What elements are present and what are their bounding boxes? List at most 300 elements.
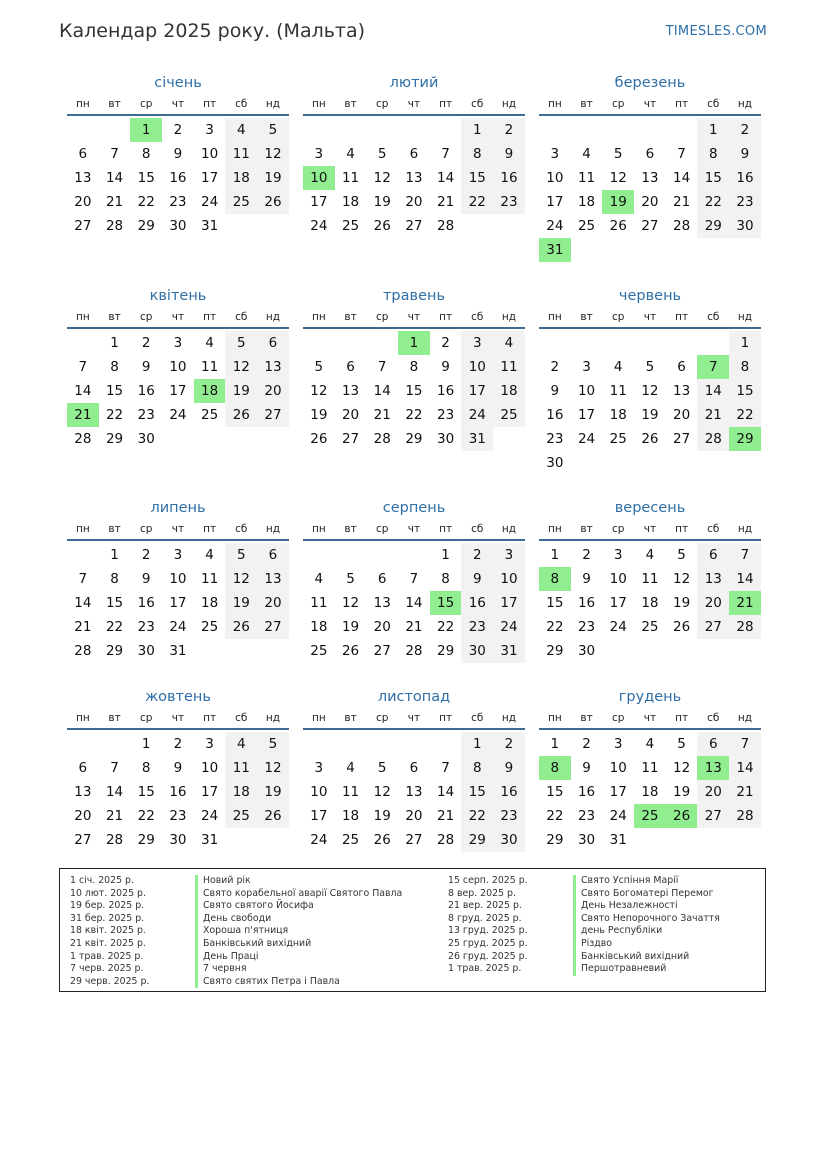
day-cell: 22 xyxy=(461,190,493,214)
day-cell: 26 xyxy=(373,218,391,234)
weekday-label: ср xyxy=(139,523,153,535)
day-cell: 30 xyxy=(169,218,187,234)
empty-cell xyxy=(335,732,367,756)
day-cell: 8 xyxy=(110,571,119,587)
day-cell: 23 xyxy=(169,194,187,210)
day-cell: 14 xyxy=(437,170,455,186)
day-cell: 4 xyxy=(645,547,655,563)
day-cell: 1 xyxy=(461,118,493,142)
day-cell: 11 xyxy=(310,595,328,611)
legend-row xyxy=(70,951,402,964)
empty-cell xyxy=(398,732,430,756)
day-cell: 10 xyxy=(577,383,596,399)
weekday-label: вт xyxy=(344,712,357,724)
legend-row xyxy=(70,976,402,989)
day-cell: 15 xyxy=(105,383,124,399)
day-cell: 7 xyxy=(110,760,119,776)
day-cell: 13 xyxy=(257,355,289,379)
month-2 xyxy=(303,72,525,238)
weekday-label: пн xyxy=(75,98,90,110)
day-cell: 3 xyxy=(205,736,214,752)
day-cell: 20 xyxy=(341,407,360,423)
month-5 xyxy=(303,285,525,451)
day-cell: 23 xyxy=(437,407,455,423)
holiday-day-cell: 1 xyxy=(130,118,162,142)
day-cell: 5 xyxy=(377,760,387,776)
day-cell: 12 xyxy=(673,571,691,587)
day-grid xyxy=(67,118,289,238)
day-cell: 17 xyxy=(169,595,187,611)
legend-holiday-name: День свободи xyxy=(195,913,271,926)
day-cell: 2 xyxy=(582,547,591,563)
day-cell: 29 xyxy=(697,214,729,238)
holiday-day-cell: 26 xyxy=(666,804,698,828)
legend-holiday-name: Свято святих Петра і Павла xyxy=(195,976,340,989)
legend-date: 1 трав. 2025 р. xyxy=(448,963,522,975)
day-cell: 1 xyxy=(550,736,560,752)
day-cell: 12 xyxy=(225,567,257,591)
day-cell: 23 xyxy=(729,190,761,214)
day-cell: 14 xyxy=(729,567,761,591)
day-cell: 19 xyxy=(310,407,328,423)
day-cell: 23 xyxy=(493,804,525,828)
legend-holiday-name: Першотравневий xyxy=(573,963,666,976)
day-cell: 28 xyxy=(673,218,691,234)
day-cell: 27 xyxy=(405,218,423,234)
empty-cell xyxy=(366,118,398,142)
day-cell: 20 xyxy=(74,808,92,824)
day-cell: 22 xyxy=(137,194,155,210)
empty-cell xyxy=(366,543,398,567)
day-cell: 27 xyxy=(697,804,729,828)
day-cell: 19 xyxy=(257,780,289,804)
weekday-label: пт xyxy=(439,98,453,110)
month-9 xyxy=(539,497,761,663)
month-name: березень xyxy=(614,75,686,91)
legend-holiday-name: День Незалежності xyxy=(573,900,678,913)
day-cell: 21 xyxy=(74,619,92,635)
day-grid xyxy=(539,118,761,262)
day-cell: 2 xyxy=(461,543,493,567)
legend-row xyxy=(70,938,402,951)
weekday-label: чт xyxy=(407,98,421,110)
day-cell: 20 xyxy=(697,780,729,804)
day-cell: 20 xyxy=(405,194,423,210)
day-cell: 26 xyxy=(673,619,691,635)
day-cell: 26 xyxy=(373,832,391,848)
day-cell: 18 xyxy=(577,194,596,210)
legend-date: 7 черв. 2025 р. xyxy=(70,963,144,975)
day-cell: 16 xyxy=(137,595,155,611)
day-cell: 30 xyxy=(729,214,761,238)
weekday-label: ср xyxy=(611,712,625,724)
day-cell: 8 xyxy=(461,142,493,166)
weekday-label: вт xyxy=(580,523,593,535)
weekday-label: ср xyxy=(611,523,625,535)
weekday-header xyxy=(303,307,525,329)
empty-cell xyxy=(666,118,698,142)
holiday-day-cell: 1 xyxy=(398,331,430,355)
day-cell: 25 xyxy=(201,407,219,423)
day-cell: 10 xyxy=(493,567,525,591)
day-cell: 30 xyxy=(137,431,155,447)
legend-row xyxy=(70,888,402,901)
day-cell: 2 xyxy=(582,736,591,752)
day-cell: 21 xyxy=(697,403,729,427)
empty-cell xyxy=(303,543,335,567)
day-cell: 30 xyxy=(437,431,455,447)
day-cell: 21 xyxy=(373,407,391,423)
day-cell: 28 xyxy=(729,804,761,828)
day-cell: 28 xyxy=(105,218,124,234)
day-cell: 12 xyxy=(225,355,257,379)
weekday-label: пн xyxy=(75,311,90,323)
day-cell: 29 xyxy=(405,431,423,447)
day-cell: 1 xyxy=(141,736,151,752)
weekday-label: пт xyxy=(203,712,217,724)
month-name: липень xyxy=(150,500,206,516)
month-3 xyxy=(539,72,761,262)
day-cell: 24 xyxy=(310,218,328,234)
weekday-label: вт xyxy=(580,712,593,724)
weekday-header xyxy=(539,519,761,541)
day-cell: 9 xyxy=(582,571,591,587)
day-cell: 16 xyxy=(169,784,187,800)
weekday-label: нд xyxy=(501,712,517,724)
empty-cell xyxy=(398,118,430,142)
day-cell: 6 xyxy=(78,760,88,776)
holiday-day-cell: 10 xyxy=(303,166,335,190)
weekday-label: чт xyxy=(171,311,185,323)
day-cell: 16 xyxy=(546,407,564,423)
day-cell: 12 xyxy=(257,756,289,780)
day-cell: 5 xyxy=(225,543,257,567)
weekday-label: сб xyxy=(471,523,484,535)
weekday-label: ср xyxy=(611,311,625,323)
empty-cell xyxy=(67,331,99,355)
day-cell: 9 xyxy=(493,756,525,780)
day-cell: 29 xyxy=(546,643,564,659)
day-cell: 9 xyxy=(173,146,183,162)
day-cell: 29 xyxy=(461,828,493,852)
day-cell: 8 xyxy=(461,756,493,780)
weekday-label: пт xyxy=(203,311,217,323)
day-cell: 3 xyxy=(314,760,324,776)
day-cell: 14 xyxy=(673,170,691,186)
day-cell: 14 xyxy=(373,383,391,399)
day-grid xyxy=(539,331,761,475)
legend-date: 18 квіт. 2025 р. xyxy=(70,925,146,937)
day-cell: 4 xyxy=(346,146,355,162)
empty-cell xyxy=(99,732,131,756)
day-cell: 20 xyxy=(257,591,289,615)
day-cell: 22 xyxy=(437,619,455,635)
day-cell: 25 xyxy=(577,218,596,234)
day-cell: 13 xyxy=(697,567,729,591)
day-cell: 18 xyxy=(341,808,360,824)
holiday-day-cell: 25 xyxy=(634,804,666,828)
weekday-label: вт xyxy=(344,311,357,323)
day-cell: 4 xyxy=(346,760,355,776)
legend-holiday-name: Свято святого Йосифа xyxy=(195,900,314,913)
day-cell: 24 xyxy=(577,431,596,447)
day-cell: 12 xyxy=(373,170,391,186)
month-name: лютий xyxy=(389,75,439,91)
weekday-label: пт xyxy=(203,523,217,535)
day-cell: 17 xyxy=(310,808,328,824)
day-cell: 17 xyxy=(201,170,219,186)
day-cell: 5 xyxy=(346,571,355,587)
day-cell: 23 xyxy=(493,190,525,214)
day-cell: 24 xyxy=(201,808,219,824)
day-cell: 28 xyxy=(373,431,391,447)
day-cell: 7 xyxy=(677,146,686,162)
legend-row xyxy=(70,913,402,926)
legend-row xyxy=(70,875,402,888)
legend-holiday-name: Свято Успіння Марії xyxy=(573,875,678,888)
day-cell: 14 xyxy=(437,784,455,800)
empty-cell xyxy=(335,118,367,142)
empty-cell xyxy=(67,543,99,567)
day-cell: 5 xyxy=(225,331,257,355)
day-cell: 4 xyxy=(225,732,257,756)
legend-date: 8 груд. 2025 р. xyxy=(448,912,522,924)
holiday-day-cell: 21 xyxy=(67,403,99,427)
day-cell: 11 xyxy=(641,571,659,587)
weekday-header xyxy=(303,519,525,541)
day-cell: 16 xyxy=(461,591,493,615)
day-cell: 14 xyxy=(105,784,124,800)
weekday-label: пт xyxy=(203,98,217,110)
holiday-day-cell: 15 xyxy=(430,591,462,615)
day-cell: 7 xyxy=(78,571,88,587)
day-cell: 27 xyxy=(697,615,729,639)
month-10 xyxy=(67,686,289,852)
day-cell: 7 xyxy=(441,146,450,162)
day-cell: 10 xyxy=(609,760,627,776)
day-cell: 2 xyxy=(493,732,525,756)
day-cell: 28 xyxy=(437,832,455,848)
empty-cell xyxy=(697,331,729,355)
legend-date: 13 груд. 2025 р. xyxy=(448,925,528,937)
weekday-label: сб xyxy=(707,98,720,110)
legend-date: 19 бер. 2025 р. xyxy=(70,900,145,912)
day-cell: 29 xyxy=(105,643,124,659)
day-cell: 2 xyxy=(493,118,525,142)
day-cell: 24 xyxy=(461,403,493,427)
day-cell: 30 xyxy=(546,455,564,471)
day-cell: 11 xyxy=(225,142,257,166)
day-cell: 16 xyxy=(729,166,761,190)
day-cell: 6 xyxy=(78,146,88,162)
page-title: Календар 2025 року. (Мальта) xyxy=(59,20,366,42)
weekday-label: пт xyxy=(439,311,453,323)
day-grid xyxy=(303,543,525,663)
day-cell: 19 xyxy=(225,379,257,403)
day-cell: 10 xyxy=(461,355,493,379)
day-cell: 17 xyxy=(169,383,187,399)
site-link[interactable]: TIMESLES.COM xyxy=(665,24,767,39)
day-cell: 1 xyxy=(110,547,119,563)
weekday-label: сб xyxy=(235,98,248,110)
weekday-label: пн xyxy=(547,311,562,323)
day-cell: 23 xyxy=(137,619,155,635)
day-cell: 19 xyxy=(673,784,691,800)
empty-cell xyxy=(571,118,603,142)
weekday-label: вт xyxy=(108,712,121,724)
day-cell: 18 xyxy=(493,379,525,403)
legend-row xyxy=(448,900,720,913)
day-cell: 27 xyxy=(373,643,391,659)
legend-date: 25 груд. 2025 р. xyxy=(448,937,528,949)
month-7 xyxy=(67,497,289,663)
day-cell: 5 xyxy=(645,359,655,375)
holiday-day-cell: 21 xyxy=(729,591,761,615)
day-cell: 10 xyxy=(201,146,219,162)
day-cell: 21 xyxy=(437,808,455,824)
day-cell: 14 xyxy=(729,756,761,780)
day-cell: 19 xyxy=(257,166,289,190)
day-cell: 26 xyxy=(609,218,627,234)
legend-date: 1 січ. 2025 р. xyxy=(70,875,134,886)
weekday-label: сб xyxy=(235,712,248,724)
day-cell: 30 xyxy=(577,643,596,659)
day-cell: 18 xyxy=(201,595,219,611)
day-cell: 15 xyxy=(461,166,493,190)
day-cell: 20 xyxy=(257,379,289,403)
month-name: листопад xyxy=(377,689,451,705)
weekday-label: сб xyxy=(471,98,484,110)
day-cell: 9 xyxy=(550,383,560,399)
weekday-label: нд xyxy=(737,523,753,535)
weekday-label: вт xyxy=(344,98,357,110)
day-cell: 11 xyxy=(609,383,627,399)
day-cell: 28 xyxy=(74,643,92,659)
day-cell: 7 xyxy=(729,543,761,567)
weekday-label: нд xyxy=(501,311,517,323)
day-cell: 5 xyxy=(613,146,623,162)
month-name: червень xyxy=(618,288,682,304)
day-cell: 5 xyxy=(677,547,686,563)
day-cell: 6 xyxy=(697,732,729,756)
weekday-label: вт xyxy=(580,311,593,323)
month-4 xyxy=(67,285,289,451)
weekday-label: пн xyxy=(547,98,562,110)
day-cell: 2 xyxy=(441,335,450,351)
day-cell: 3 xyxy=(173,547,183,563)
day-grid xyxy=(303,331,525,451)
weekday-label: ср xyxy=(375,311,389,323)
legend-date: 10 лют. 2025 р. xyxy=(70,887,146,899)
day-cell: 30 xyxy=(169,832,187,848)
weekday-label: чт xyxy=(407,523,421,535)
empty-cell xyxy=(99,118,131,142)
empty-cell xyxy=(666,331,698,355)
day-cell: 28 xyxy=(405,643,423,659)
day-cell: 25 xyxy=(341,832,360,848)
day-cell: 4 xyxy=(205,335,214,351)
day-cell: 3 xyxy=(493,543,525,567)
empty-cell xyxy=(539,118,571,142)
empty-cell xyxy=(303,331,335,355)
weekday-label: пт xyxy=(675,712,689,724)
day-cell: 6 xyxy=(645,146,655,162)
empty-cell xyxy=(634,118,666,142)
day-cell: 15 xyxy=(137,170,155,186)
weekday-label: чт xyxy=(643,98,657,110)
day-cell: 15 xyxy=(461,780,493,804)
day-cell: 8 xyxy=(110,359,119,375)
day-grid xyxy=(303,118,525,238)
legend-date: 21 квіт. 2025 р. xyxy=(70,937,146,949)
day-cell: 25 xyxy=(225,804,257,828)
day-cell: 1 xyxy=(110,335,119,351)
weekday-label: чт xyxy=(171,98,185,110)
day-cell: 7 xyxy=(78,359,88,375)
weekday-label: пн xyxy=(311,712,326,724)
day-cell: 21 xyxy=(105,194,124,210)
day-cell: 7 xyxy=(441,760,450,776)
day-cell: 18 xyxy=(641,595,659,611)
day-cell: 13 xyxy=(341,383,360,399)
day-cell: 24 xyxy=(169,619,187,635)
day-cell: 1 xyxy=(550,547,560,563)
day-cell: 10 xyxy=(169,571,187,587)
day-cell: 8 xyxy=(141,146,151,162)
weekday-label: нд xyxy=(265,311,281,323)
weekday-label: сб xyxy=(235,311,248,323)
day-cell: 10 xyxy=(310,784,328,800)
legend-holiday-name: День Праці xyxy=(195,951,258,964)
day-cell: 14 xyxy=(405,595,423,611)
day-cell: 7 xyxy=(110,146,119,162)
day-cell: 13 xyxy=(405,170,423,186)
weekday-label: пт xyxy=(675,98,689,110)
day-cell: 23 xyxy=(577,619,596,635)
day-cell: 18 xyxy=(225,166,257,190)
day-cell: 19 xyxy=(673,595,691,611)
empty-cell xyxy=(539,331,571,355)
day-cell: 21 xyxy=(405,619,423,635)
day-cell: 13 xyxy=(641,170,659,186)
day-cell: 8 xyxy=(441,571,450,587)
day-cell: 17 xyxy=(493,591,525,615)
weekday-header xyxy=(67,519,289,541)
weekday-label: чт xyxy=(643,712,657,724)
weekday-label: нд xyxy=(737,98,753,110)
day-cell: 9 xyxy=(729,142,761,166)
weekday-label: пт xyxy=(675,523,689,535)
weekday-header xyxy=(539,94,761,116)
day-cell: 9 xyxy=(441,359,450,375)
day-cell: 14 xyxy=(105,170,124,186)
weekday-label: пн xyxy=(311,311,326,323)
day-cell: 11 xyxy=(341,784,360,800)
day-cell: 22 xyxy=(546,808,564,824)
weekday-label: сб xyxy=(471,712,484,724)
day-cell: 20 xyxy=(697,591,729,615)
day-cell: 6 xyxy=(409,760,419,776)
holiday-day-cell: 8 xyxy=(539,756,571,780)
day-cell: 27 xyxy=(405,832,423,848)
weekday-label: пн xyxy=(547,712,562,724)
day-cell: 11 xyxy=(201,571,219,587)
day-cell: 11 xyxy=(493,355,525,379)
weekday-label: пт xyxy=(439,712,453,724)
day-cell: 17 xyxy=(201,784,219,800)
day-cell: 11 xyxy=(577,170,596,186)
day-cell: 22 xyxy=(105,619,124,635)
